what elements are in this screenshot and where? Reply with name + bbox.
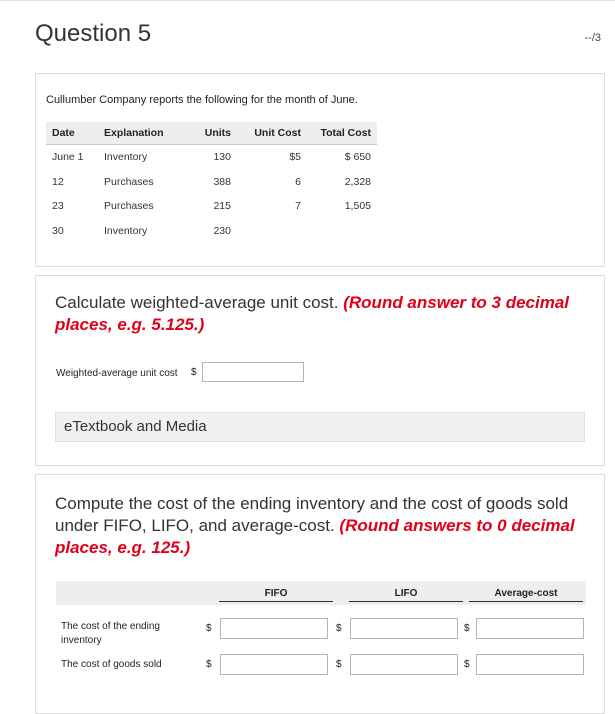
ending-inventory-average-input[interactable] bbox=[476, 618, 584, 639]
table-row bbox=[46, 145, 377, 170]
cell-explanation: Purchases bbox=[104, 200, 154, 213]
cell-unit-cost: 7 bbox=[295, 200, 301, 213]
cell-units: 230 bbox=[213, 224, 231, 237]
cell-explanation: Inventory bbox=[104, 224, 148, 237]
col-date: Date bbox=[46, 122, 98, 145]
row-label-cost-of-goods-sold: The cost of goods sold bbox=[61, 659, 162, 670]
weighted-average-label: Weighted-average unit cost bbox=[56, 368, 178, 379]
problem-intro: Cullumber Company reports the following for the month of June. bbox=[46, 94, 358, 106]
cell-explanation: Inventory bbox=[104, 151, 148, 164]
cogs-lifo-input[interactable] bbox=[350, 654, 458, 675]
col-fifo-underline bbox=[219, 601, 333, 602]
etextbook-media-toggle[interactable]: eTextbook and Media bbox=[55, 412, 585, 442]
part1-prompt bbox=[55, 292, 585, 336]
cell-date: June 1 bbox=[52, 151, 84, 164]
cell-unit-cost: $5 bbox=[289, 151, 301, 164]
cell-date: 30 bbox=[52, 224, 64, 237]
currency-symbol: $ bbox=[464, 659, 470, 670]
cell-total-cost: 1,505 bbox=[344, 200, 371, 213]
cell-unit-cost bbox=[237, 219, 307, 244]
cell-date: 23 bbox=[52, 200, 64, 213]
cell-date: 12 bbox=[52, 175, 64, 188]
currency-symbol: $ bbox=[336, 623, 342, 634]
cogs-fifo-input[interactable] bbox=[220, 654, 328, 675]
currency-symbol: $ bbox=[464, 623, 470, 634]
table-row bbox=[46, 170, 377, 195]
currency-symbol: $ bbox=[206, 659, 212, 670]
top-divider bbox=[0, 0, 615, 1]
cell-units: 388 bbox=[213, 175, 231, 188]
part1-rounding-hint: (Round answer to 3 decimal places, e.g. 5.125.) bbox=[55, 293, 569, 334]
col-units: Units bbox=[185, 122, 237, 145]
cost-table bbox=[56, 581, 586, 670]
col-fifo: FIFO bbox=[264, 588, 288, 599]
col-average-cost: Average-cost bbox=[494, 588, 558, 599]
col-explanation: Explanation bbox=[98, 122, 185, 145]
table-row bbox=[46, 219, 377, 244]
part1-prompt-text: Calculate weighted-average unit cost. bbox=[55, 293, 339, 312]
part2-prompt bbox=[55, 493, 585, 559]
cell-unit-cost: 6 bbox=[295, 175, 301, 188]
inventory-table bbox=[46, 122, 377, 243]
ending-inventory-lifo-input[interactable] bbox=[350, 618, 458, 639]
cell-units: 130 bbox=[213, 151, 231, 164]
question-score: --/3 bbox=[584, 32, 601, 44]
currency-symbol: $ bbox=[191, 367, 197, 378]
part2-card bbox=[35, 474, 605, 714]
table-row bbox=[46, 194, 377, 219]
cell-explanation: Purchases bbox=[104, 175, 154, 188]
inventory-table-header bbox=[46, 122, 377, 145]
ending-inventory-fifo-input[interactable] bbox=[220, 618, 328, 639]
col-total-cost: Total Cost bbox=[307, 122, 377, 145]
row-label-ending-inventory: The cost of the ending inventory bbox=[61, 621, 160, 646]
cell-total-cost: 2,328 bbox=[344, 175, 371, 188]
col-lifo-underline bbox=[349, 601, 463, 602]
col-average-cost-underline bbox=[469, 601, 583, 602]
problem-data-card bbox=[35, 73, 605, 267]
part2-rounding-hint: (Round answers to 0 decimal places, e.g. 125.) bbox=[55, 516, 575, 557]
cell-units: 215 bbox=[213, 200, 231, 213]
question-title: Question 5 bbox=[35, 20, 152, 47]
weighted-average-input[interactable] bbox=[202, 362, 304, 382]
cost-table-header bbox=[56, 581, 586, 605]
currency-symbol: $ bbox=[206, 623, 212, 634]
currency-symbol: $ bbox=[336, 659, 342, 670]
part1-card bbox=[35, 275, 605, 466]
cell-total-cost bbox=[307, 219, 377, 244]
cogs-average-input[interactable] bbox=[476, 654, 584, 675]
col-lifo: LIFO bbox=[394, 588, 418, 599]
cell-total-cost: $ 650 bbox=[344, 151, 371, 164]
part2-prompt-text: Compute the cost of the ending inventory and the cost of goods sold under FIFO, LIFO, and average-cost. bbox=[55, 494, 569, 535]
col-unit-cost: Unit Cost bbox=[237, 122, 307, 145]
